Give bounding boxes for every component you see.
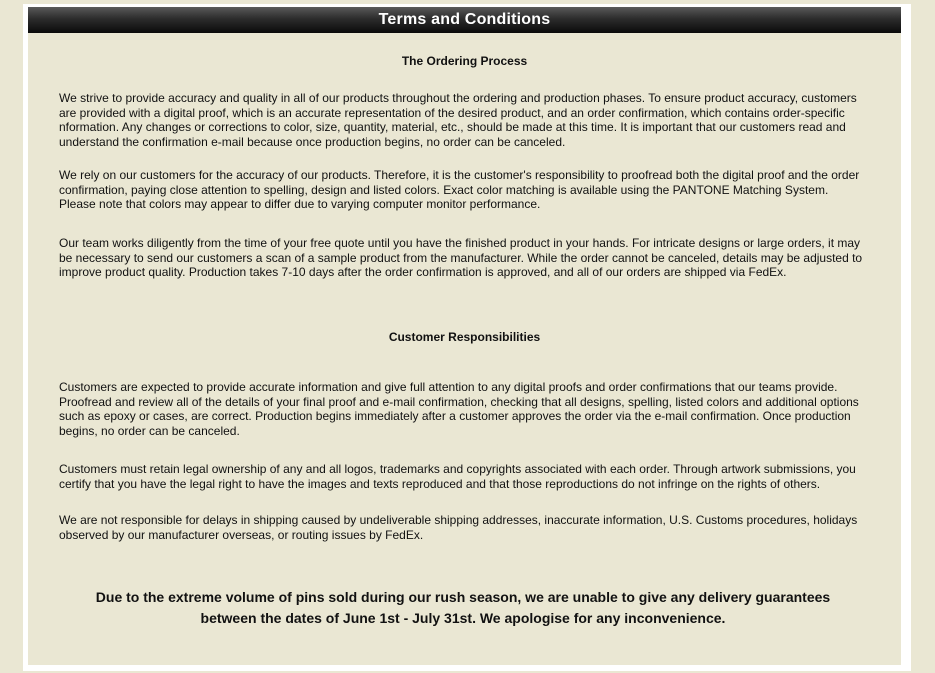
ordering-paragraph-1: We strive to provide accuracy and quality in all of our products throughout the ordering and production phases. To ensure product accuracy, customers are provided with a digital proof, which is an accurate representation of the desired product, and an order confirmation, which contains order-specific nformation. Any changes or corrections to color, size, quantity, material, etc., should be made at this time. It is important that our customers read and understand the confirmation e-mail because once production begins, no order can be canceled. <box>59 91 857 149</box>
page-title: Terms and Conditions <box>378 11 551 28</box>
ordering-paragraph-3: Our team works diligently from the time of your free quote until you have the finished product in your hands. For intricate designs or large orders, it may be necessary to send our customers a scan of a sample product from the manufacturer. While the order cannot be canceled, details may be adjusted to improve product quality. Production takes 7-10 days after the order confirmation is approved, and all of our orders are shipped via FedEx. <box>59 236 863 279</box>
responsibilities-paragraph-3: We are not responsible for delays in shipping caused by undeliverable shipping addresses, inaccurate information, U.S. Customs procedures, holidays observed by our manufacturer overseas, or routing issues by FedEx. <box>59 513 858 542</box>
page-title-bar <box>28 7 901 33</box>
rush-season-notice: Due to the extreme volume of pins sold during our rush season, we are unable to give any delivery guarantees between the dates of June 1st - July 31st. We apologise for any inconvenience. <box>95 589 831 626</box>
terms-panel <box>23 4 911 671</box>
responsibilities-paragraph-1: Customers are expected to provide accurate information and give full attention to any digital proofs and order confirmations that our teams provide. Proofread and review all of the details of your final proof and e-mail confirmation, checking that all designs, spelling, listed colors and additional options such as epoxy or cases, are correct. Production begins immediately after a customer approves the order via the e-mail confirmation. Once production begins, no order can be canceled. <box>59 380 859 438</box>
terms-content <box>28 33 901 665</box>
responsibilities-paragraph-2: Customers must retain legal ownership of any and all logos, trademarks and copyrights associated with each order. Through artwork submissions, you certify that you have the legal right to have the images and texts reproduced and that those reproductions do not infringe on the rights of others. <box>59 462 856 491</box>
ordering-paragraph-2: We rely on our customers for the accuracy of our products. Therefore, it is the customer's responsibility to proofread both the digital proof and the order confirmation, paying close attention to spelling, design and listed colors. Exact color matching is available using the PANTONE Matching System. Please note that colors may appear to differ due to varying computer monitor performance. <box>59 168 860 211</box>
section-title-ordering-process: The Ordering Process <box>401 54 528 68</box>
section-title-customer-responsibilities: Customer Responsibilities <box>388 330 541 344</box>
